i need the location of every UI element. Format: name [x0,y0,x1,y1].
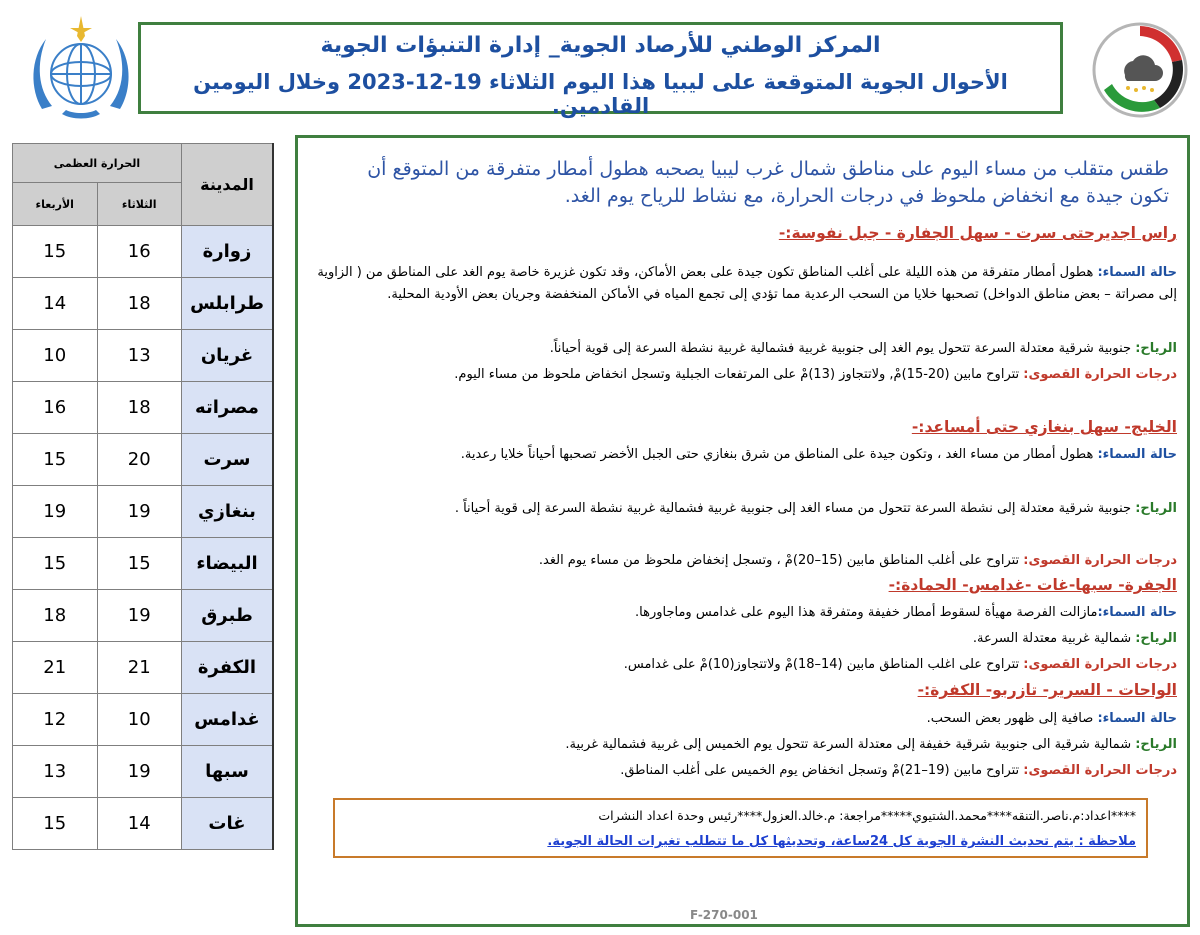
temp-day1: 14 [97,798,182,850]
wind-text: جنوبية شرقية معتدلة إلى نشطة السرعة تتحول من مساء الغد إلى جنوبية غربية فشمالية غربية نشطة السرعة إلى قوية أحياناً . [454,501,1136,516]
city-name: الكفرة [182,642,274,694]
max-temp-header: الحرارة العظمى [13,144,182,183]
sky-label: حالة السماء: [1097,605,1177,620]
temp-day2: 15 [13,798,98,850]
temp-day1: 16 [97,226,182,278]
city-name: غات [182,798,274,850]
temp-text: تتراوح على أغلب المناطق مابين (15–20)مْ ، وتسجل إنخفاض ملحوظ من مساء يوم الغد. [538,553,1024,568]
table-row [13,694,274,746]
temp-day2: 12 [13,694,98,746]
wind-label: الرياح: [1135,737,1177,752]
region-title: الواحات - السرير- تازربو- الكفرة:- [917,681,1177,699]
sky-label: حالة السماء: [1097,265,1177,280]
city-name: سرت [182,434,274,486]
sky-label: حالة السماء: [1097,711,1177,726]
temp-paragraph [302,654,1177,676]
city-name: طرابلس [182,278,274,330]
city-name: غريان [182,330,274,382]
temp-day1: 10 [97,694,182,746]
temp-day2: 15 [13,538,98,590]
sky-text: هطول أمطار متفرقة من هذه الليلة على أغلب المناطق تكون جيدة على بعض الأماكن، وقد تكون غزيرة خاصة يوم الغد على المناطق من ( الزاوية إلى مصراتة – بعض مناطق الدواخل) تصحبها خلايا من السحب الرعدية مما تؤدي إلى تجمع المياه في الأماكن المنخفضة وجريان بعض الأودية المحلية. [317,265,1177,302]
temp-day2: 10 [13,330,98,382]
wind-paragraph [302,338,1177,360]
temp-day1: 18 [97,382,182,434]
temp-day2: 21 [13,642,98,694]
wind-text: جنوبية شرقية معتدلة السرعة تتحول يوم الغد إلى جنوبية غربية فشمالية غربية نشطة السرعة إلى قوية أحياناً. [549,341,1136,356]
sky-paragraph [302,262,1177,306]
city-name: غدامس [182,694,274,746]
table-row [13,538,274,590]
weather-cloud-rain-logo-icon [1090,20,1190,120]
table-row [13,590,274,642]
wind-paragraph [302,734,1177,756]
temp-day2: 15 [13,434,98,486]
city-column-header: المدينة [182,144,274,226]
temp-day1: 19 [97,486,182,538]
notes-box [333,798,1148,858]
temp-label: درجات الحرارة القصوى: [1023,763,1177,778]
temp-text: تتراوح مابين (19–21)مْ وتسجل انخفاض يوم الخميس على أغلب المناطق. [620,763,1024,778]
sky-label: حالة السماء: [1097,447,1177,462]
temp-label: درجات الحرارة القصوى: [1023,553,1177,568]
temp-day1: 19 [97,590,182,642]
forecast-intro: طقس متقلب من مساء اليوم على مناطق شمال غرب ليبيا يصحبه هطول أمطار متفرقة من المتوقع أن تكون جيدة مع انخفاض ملحوظ في درجات الحرارة، مع نشاط للرياح يوم الغد. [367,158,1169,207]
temp-day1: 19 [97,746,182,798]
temp-day1: 15 [97,538,182,590]
sky-paragraph [302,708,1177,730]
table-row [13,642,274,694]
wmo-emblem-icon [22,14,140,126]
region-title: الجفرة- سبها-غات -غدامس- الحمادة:- [888,576,1177,594]
temp-paragraph [302,364,1177,386]
wind-label: الرياح: [1135,501,1177,516]
title-line-2: الأحوال الجوية المتوقعة على ليبيا هذا اليوم الثلاثاء 19-12-2023 وخلال اليومين القادمين. [193,70,1008,118]
city-name: طبرق [182,590,274,642]
temp-day2: 13 [13,746,98,798]
city-name: بنغازي [182,486,274,538]
sky-paragraph [302,444,1177,466]
temp-day1: 21 [97,642,182,694]
table-row [13,798,274,850]
bulletin-title-box [138,22,1063,118]
table-row [13,486,274,538]
temp-text: تتراوح على اغلب المناطق مابين (14–18)مْ ولاتتجاوز(10)مْ على غدامس. [623,657,1024,672]
region-title: راس اجديرحتى سرت - سهل الجفارة - جبل نفوسة:- [778,224,1177,242]
sky-text: مازالت الفرصة مهيأة لسقوط أمطار خفيفة ومتفرقة هذا اليوم على غدامس وماجاورها. [635,605,1098,620]
wind-text: شمالية شرقية الى جنوبية شرقية خفيفة إلى معتدلة السرعة تتحول يوم الخميس إلى غربية فشمالية غربية. [565,737,1136,752]
city-name: البيضاء [182,538,274,590]
city-name: سبها [182,746,274,798]
sky-text: صافية إلى ظهور بعض السحب. [926,711,1098,726]
temp-day1: 20 [97,434,182,486]
temp-day2: 18 [13,590,98,642]
table-row [13,226,274,278]
table-row [13,382,274,434]
max-temperature-table [12,143,274,850]
table-row [13,278,274,330]
wind-paragraph [302,628,1177,650]
temp-label: درجات الحرارة القصوى: [1023,367,1177,382]
temp-day2: 14 [13,278,98,330]
day2-header: الأربعاء [13,183,98,226]
city-name: زوارة [182,226,274,278]
temp-text: تتراوح مابين (20-15)مْ, ولاتتجاوز (13)مْ على المرتفعات الجبلية وتسجل انخفاض ملحوظ من مساء اليوم. [454,367,1024,382]
temp-label: درجات الحرارة القصوى: [1023,657,1177,672]
table-row [13,434,274,486]
prepared-by-line: ****اعداد:م.ناصر.التنقه****محمد.الشتيوي*****مراجعة: م.خالد.العزول****رئيس وحدة اعداد النشرات [598,808,1136,823]
temp-day2: 15 [13,226,98,278]
wind-paragraph [302,498,1177,520]
sky-text: هطول أمطار من مساء الغد ، وتكون جيدة على المناطق من شرق بنغازي حتى الجبل الأخضر تصحبها أحياناً خلايا رعدية. [460,447,1098,462]
temp-day2: 19 [13,486,98,538]
wind-label: الرياح: [1135,341,1177,356]
table-row [13,746,274,798]
wind-label: الرياح: [1135,631,1177,646]
region-title: الخليج- سهل بنغازي حتى أمساعد:- [911,418,1177,436]
table-row [13,330,274,382]
city-name: مصراته [182,382,274,434]
update-note: ملاحظة : يتم تحديث النشرة الجوية كل 24ساعة، وتحديثها كل ما تتطلب تغيرات الحالة الجوية. [547,834,1136,849]
temp-paragraph [302,550,1177,572]
temp-day1: 18 [97,278,182,330]
temp-day1: 13 [97,330,182,382]
temp-day2: 16 [13,382,98,434]
day1-header: الثلاثاء [97,183,182,226]
wind-text: شمالية غربية معتدلة السرعة. [972,631,1136,646]
temp-paragraph [302,760,1177,782]
title-line-1: المركز الوطني للأرصاد الجوية_ إدارة التنبؤات الجوية [320,33,881,58]
form-code: F-270-001 [690,908,758,922]
sky-paragraph [302,602,1177,624]
forecast-bulletin [295,135,1190,927]
